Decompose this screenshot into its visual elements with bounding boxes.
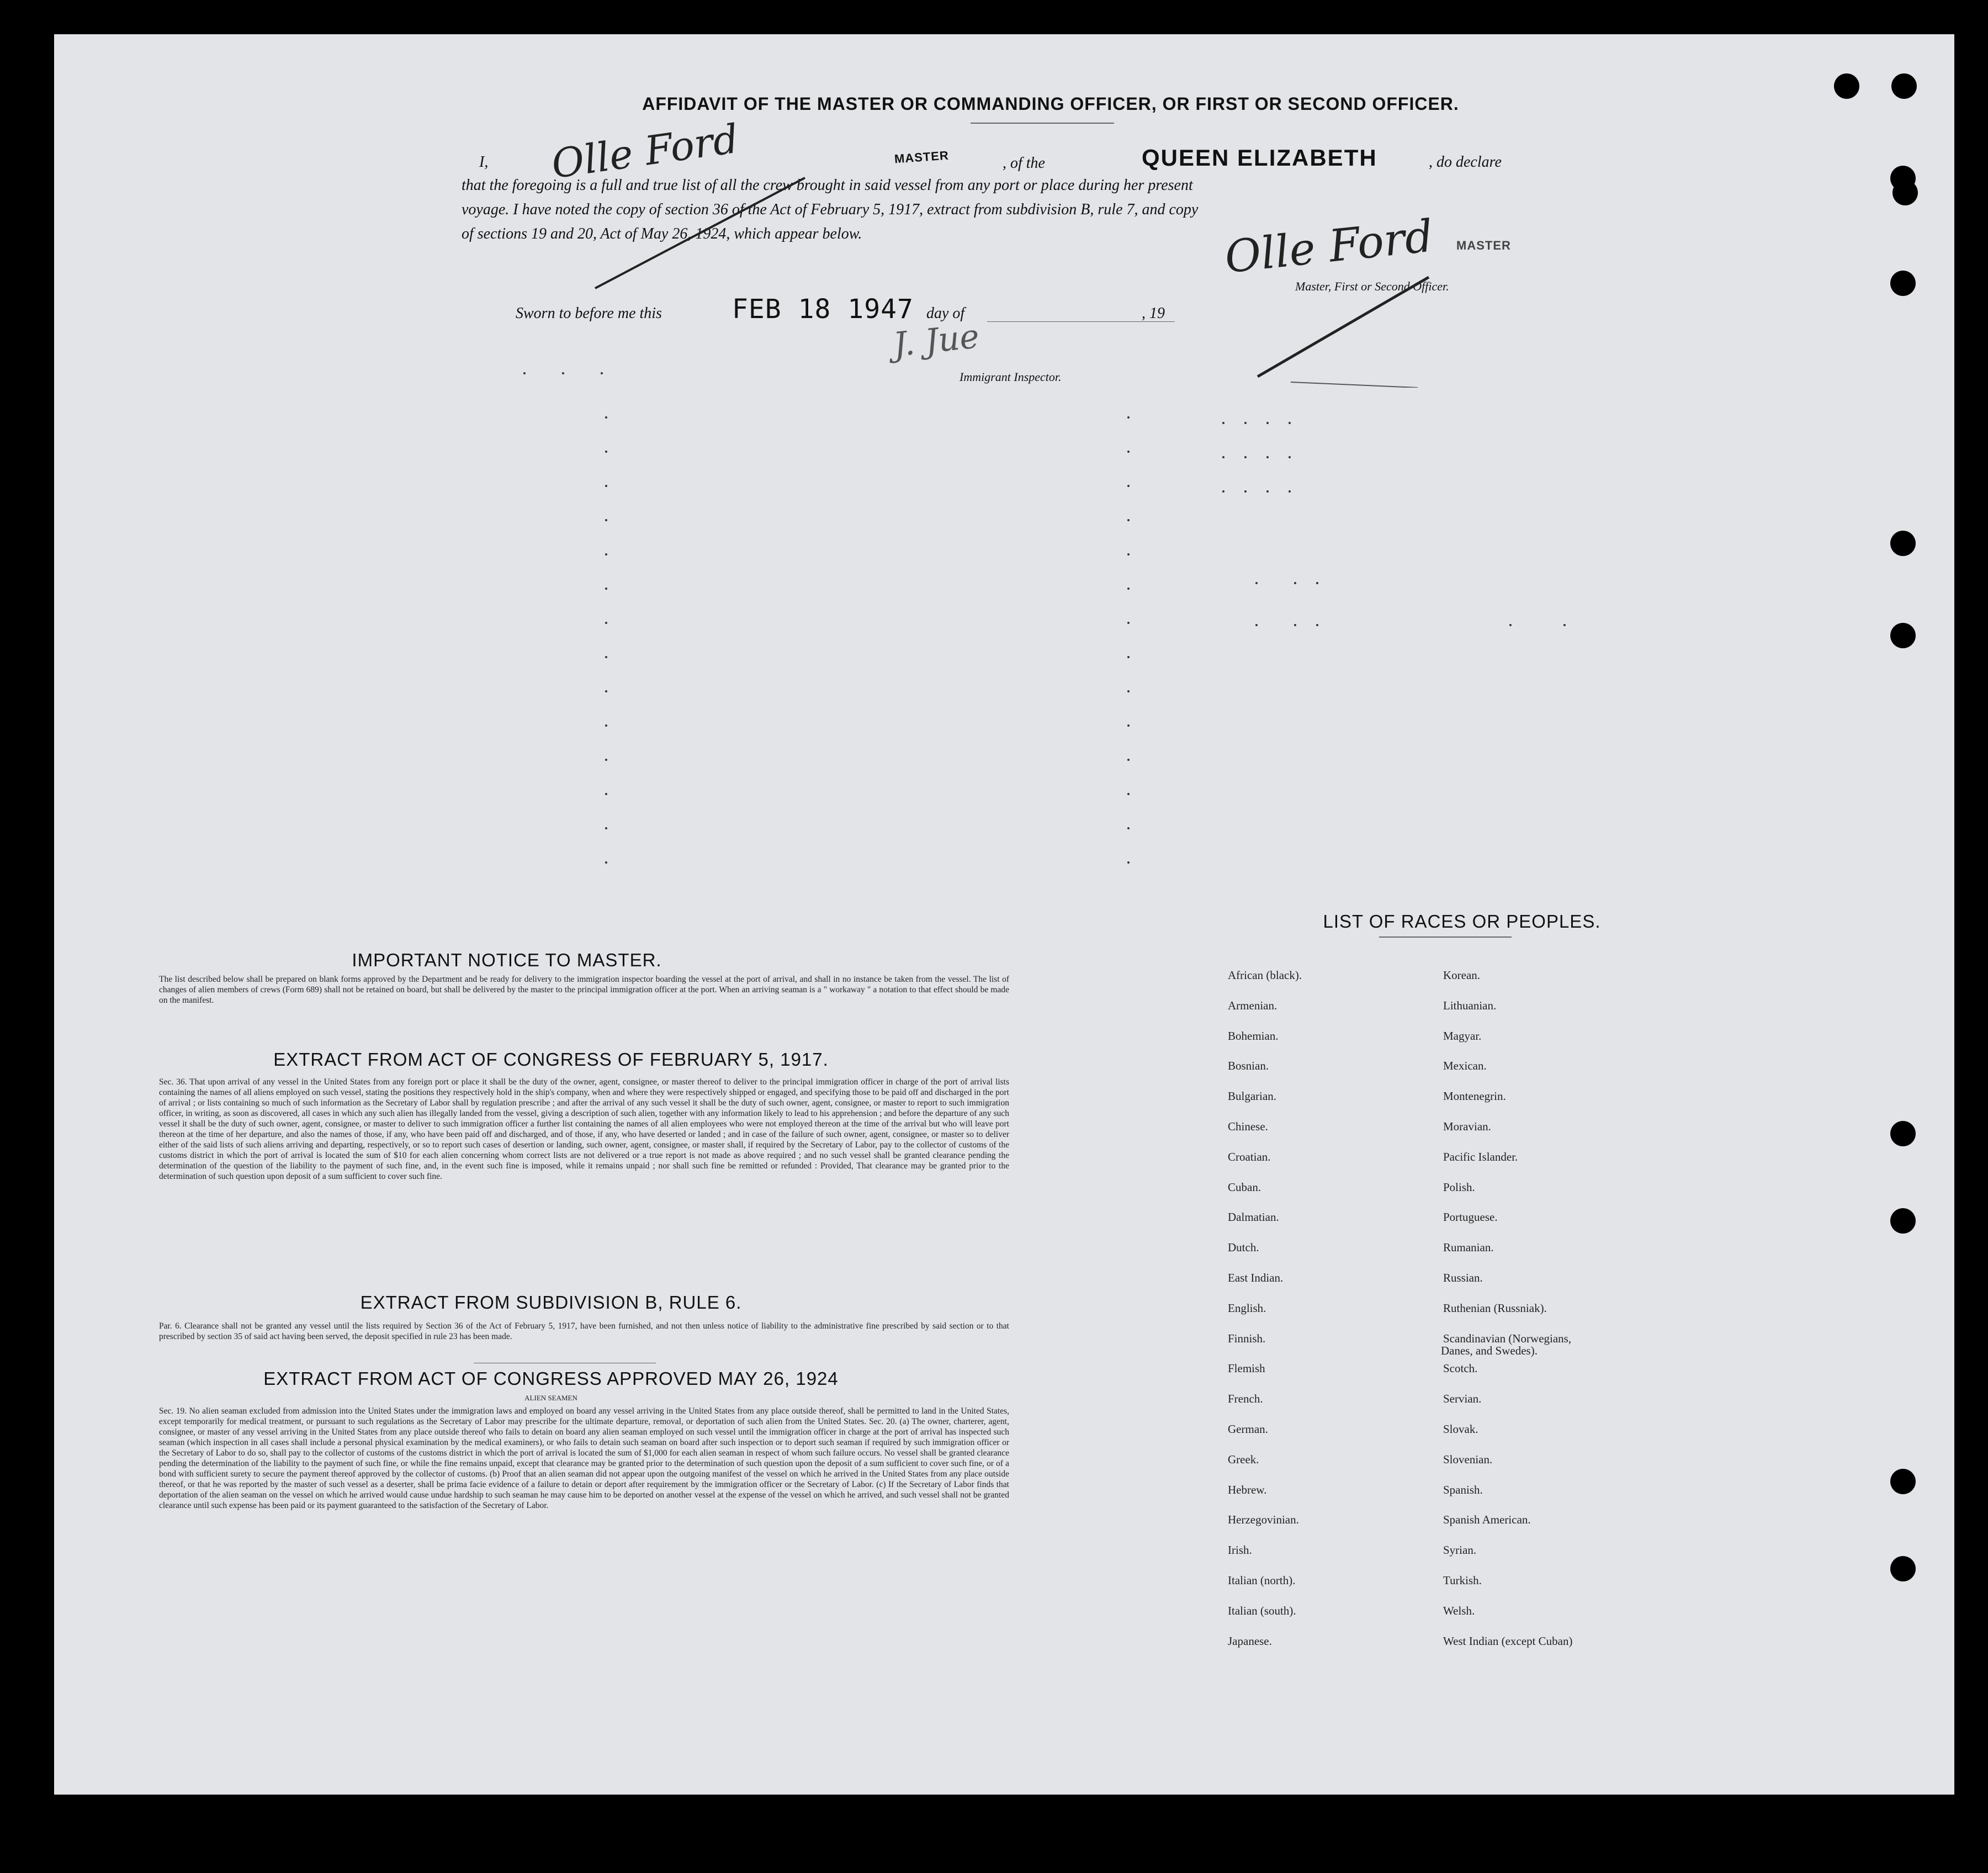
guide-dot [605,759,607,761]
guide-dot [1127,827,1130,829]
guide-dot [1244,456,1247,458]
guide-dot [1127,451,1130,453]
race-item: Dalmatian. [1228,1210,1279,1224]
guide-dot [1127,861,1130,864]
master-stamp: MASTER [894,148,950,166]
race-item: Slovenian. [1443,1452,1493,1466]
guide-dot [1255,582,1258,584]
inspector-signature: J. Jue [891,317,981,364]
extract-1924-title: EXTRACT FROM ACT OF CONGRESS APPROVED MAY 26, 1924 [263,1368,839,1389]
guide-dot [605,861,607,864]
race-item: French. [1228,1392,1263,1406]
race-item: Spanish. [1443,1483,1483,1496]
day-of-label: day of [926,305,965,322]
extract-1917-body: Sec. 36. That upon arrival of any vessel in the United States from any foreign port or place it shall be the duty of the owner, agent, consignee, or master thereof to deliver to the principal immigration officer in charge of the port of arrival lists containing the names of all aliens employed on such vessel, stating the positions they respectively hold in the ship's company, when and where they were respectively shipped or engaged, and specifying those to be paid off and discharged in the port of arrival ; or lists containing so much of such information as the Secretary of Labor shall by regulation prescribe ; and after the arrival of any such vessel it shall be the duty of such owner, agent, consignee, or master to report to such immigration officer, in writing, as soon as discovered, all cases in which any such alien has illegally landed from the vessel, giving a description of such alien, together with any information likely to lead to his apprehension ; and before the departure of any such vessel it shall be the duty of such owner, agent, consignee, or master to deliver to such immigration officer a further list containing the names of all alien employees who were not employed thereon at the time of the arrival but who will leave port thereon at the time of her departure, and also the names of those, if any, who have been paid off and discharged, and of those, if any, who have deserted or landed ; and in case of the failure of such owner, agent, consignee, or master so to deliver either of the said lists of such aliens arriving and departing, respectively, or so to report such cases of desertion or landing, such owner, agent, consignee, or master shall, if required by the Secretary of Labor, pay to the collector of customs of the customs district in which the port of arrival is located the sum of $10 for each alien concerning whom correct lists are not delivered or a true report is not made as above required ; and no such vessel shall be granted clearance pending the determination of the question of the liability to the payment of such fine, and, in the event such fine is imposed, while it remains unpaid ; nor shall such fine be remitted or refunded : Provided, That clearance may be granted prior to the determination of such question upon deposit of a sum sufficient to cover such fine. [159,1077,1009,1181]
race-item: Chinese. [1228,1120,1268,1133]
guide-dot [1244,422,1247,424]
guide-dot [1266,490,1269,493]
guide-dot [1289,456,1291,458]
race-item: Japanese. [1228,1634,1272,1648]
guide-dot [1222,490,1224,493]
race-item: Greek. [1228,1452,1259,1466]
inspector-caption: Immigrant Inspector. [959,370,1062,384]
race-item: Croatian. [1228,1150,1271,1163]
document-page [54,34,1954,1795]
race-item: Bosnian. [1228,1059,1269,1073]
master-stamp-2: MASTER [1456,239,1511,252]
race-item: English. [1228,1301,1266,1315]
guide-dot [1127,759,1130,761]
races-title-underline [1379,936,1512,938]
race-item: Mexican. [1443,1059,1487,1073]
guide-dot [1244,490,1247,493]
race-item: Bulgarian. [1228,1089,1277,1103]
guide-dot [605,827,607,829]
race-item: Flemish [1228,1362,1265,1375]
punch-hole [1890,1121,1916,1146]
race-item: Pacific Islander. [1443,1150,1518,1163]
i-label: I, [479,154,489,171]
race-continuation: Danes, and Swedes). [1441,1344,1538,1357]
race-item: Ruthenian (Russniak). [1443,1301,1547,1315]
do-declare-label: , do declare [1429,154,1502,171]
title-underline [971,123,1114,124]
guide-dot [605,622,607,624]
guide-dot [1563,624,1566,626]
guide-dot [1127,690,1130,692]
race-item: Montenegrin. [1443,1089,1506,1103]
guide-dot [1127,416,1130,419]
guide-dot [562,372,564,374]
notice-body: The list described below shall be prepared on blank forms approved by the Department and be ready for delivery to the immigration inspector boarding the vessel at the port of arrival, and shall in no instance be taken from the vessel. The list of changes of alien members of crews (Form 689) shall not be retained on board, but shall be delivered by the master to the principal immigration officer at the port. When an arriving seaman is a " workaway " a notation to that effect should be made on the manifest. [159,975,1009,1005]
guide-dot [605,690,607,692]
race-item: Herzegovinian. [1228,1513,1299,1527]
race-item: Rumanian. [1443,1241,1494,1255]
guide-dot [1316,582,1318,584]
guide-dot [1127,553,1130,555]
notice-title: IMPORTANT NOTICE TO MASTER. [352,950,662,970]
handwritten-signature-name: Olle Ford [548,115,741,188]
guide-dot [605,451,607,453]
guide-dot [1266,456,1269,458]
punch-hole [1890,271,1916,296]
race-item: Russian. [1443,1271,1483,1284]
race-item: Bohemian. [1228,1029,1279,1043]
punch-hole [1890,1208,1916,1234]
race-item: Servian. [1443,1392,1482,1406]
of-the-label: , of the [1003,155,1045,172]
extract-1924-body: Sec. 19. No alien seaman excluded from admission into the United States under the immigration laws and employed on board any vessel arriving in the United States from any place outside thereof, shall be permitted to land in the United States, except temporarily for medical treatment, or pursuant to such regulations as the Secretary of Labor may prescribe for the ultimate departure, removal, or deportation of such alien from the United States. Sec. 20. (a) The owner, charterer, agent, consignee, or master of any vessel arriving in the United States from any place outside thereof who fails to detain on board any alien seaman employed on such vessel until the immigration officer in charge at the port of arrival has inspected such seaman (which inspection in all cases shall include a personal physical examination by the medical examiners), or who fails to detain such seaman on board after such inspection or to deport such seaman if required by such immigration officer or the Secretary of Labor to do so, shall pay to the collector of customs of the customs district in which the port of arrival is located the sum of $1,000 for each alien seaman in respect of whom such failure occurs. No vessel shall be granted clearance pending the determination of the liability to the payment of such fine, or while the fine remains unpaid, except that clearance may be granted prior to the determination of such question upon the deposit of a sum sufficient to cover such fine, or of a bond with sufficient surety to secure the payment thereof approved by the collector of customs. (b) Proof that an alien seaman did not appear upon the outgoing manifest of the vessel on which he arrived in the United States from any place outside thereof, or that he was reported by the master of such vessel as a deserter, shall be prima facie evidence of a failure to detain or deport after requirement by the immigration officer or the Secretary of Labor. (c) If the Secretary of Labor finds that deportation of the alien seaman on the vessel on which he arrived would cause undue hardship to such seaman he may cause him to be deported on another vessel at the expense of the vessel on which he arrived, and such vessel shall not be granted clearance until such expense has been paid or its payment guaranteed to the satisfaction of the Secretary of Labor. [159,1406,1009,1510]
guide-dot [1316,624,1318,626]
guide-dot [1289,490,1291,493]
punch-hole [1890,623,1916,648]
guide-dot [605,656,607,658]
race-item: Polish. [1443,1180,1475,1194]
race-item: Italian (north). [1228,1574,1296,1587]
vessel-name: QUEEN ELIZABETH [1142,145,1377,171]
guide-dot [523,372,526,374]
race-item: Moravian. [1443,1120,1491,1133]
sworn-date-stamp: FEB 18 1947 [732,294,914,325]
race-item: Welsh. [1443,1604,1475,1617]
punch-hole [1891,73,1917,99]
guide-dot [1127,519,1130,521]
affidavit-line-4: of sections 19 and 20, Act of May 26, 1924, which appear below. [462,225,862,242]
race-item: Lithuanian. [1443,998,1497,1012]
race-item: Syrian. [1443,1543,1477,1557]
race-item: Italian (south). [1228,1604,1296,1617]
guide-dot [605,519,607,521]
punch-hole [1890,531,1916,556]
race-item: Slovak. [1443,1422,1478,1436]
guide-dot [1289,422,1291,424]
guide-dot [1266,422,1269,424]
guide-dot [601,372,603,374]
guide-dot [1255,624,1258,626]
punch-hole [1890,1556,1916,1581]
affidavit-title: AFFIDAVIT OF THE MASTER OR COMMANDING OFFICER, OR FIRST OR SECOND OFFICER. [642,94,1459,114]
signature-flourish [1252,244,1434,388]
guide-dot [605,724,607,727]
signer-caption: Master, First or Second Officer. [1295,279,1449,293]
race-item: Armenian. [1228,998,1277,1012]
master-signature: Olle Ford [1222,210,1436,283]
race-item: Portuguese. [1443,1210,1498,1224]
year-prefix: , 19 [1142,305,1165,322]
guide-dot [1127,793,1130,795]
guide-dot [1127,724,1130,727]
punch-hole [1834,73,1859,99]
race-item: German. [1228,1422,1268,1436]
guide-dot [1222,422,1224,424]
race-item: Magyar. [1443,1029,1482,1043]
race-item: Finnish. [1228,1331,1266,1345]
race-item: Korean. [1443,969,1481,982]
guide-dot [605,553,607,555]
guide-dot [605,588,607,590]
guide-dot [1127,588,1130,590]
affidavit-line-2: that the foregoing is a full and true list of all the crew brought in said vessel from any port or place during her present [462,177,1193,194]
race-item: Turkish. [1443,1574,1482,1587]
race-item: Irish. [1228,1543,1252,1557]
extract-1917-title: EXTRACT FROM ACT OF CONGRESS OF FEBRUARY 5, 1917. [273,1049,829,1070]
guide-dot [1294,582,1296,584]
guide-dot [1127,485,1130,487]
signature-strike [584,161,816,305]
races-title: LIST OF RACES OR PEOPLES. [1323,911,1601,932]
guide-dot [1222,456,1224,458]
race-item: West Indian (except Cuban) [1443,1634,1573,1648]
affidavit-line-3: voyage. I have noted the copy of section 36 of the Act of February 5, 1917, extract from subdivision B, rule 7, and copy [462,201,1199,218]
race-item: Scotch. [1443,1362,1478,1375]
guide-dot [1509,624,1512,626]
guide-dot [1127,622,1130,624]
sworn-label: Sworn to before me this [516,305,662,322]
guide-dot [605,793,607,795]
guide-dot [605,485,607,487]
race-item: East Indian. [1228,1271,1284,1284]
guide-dot [1294,624,1296,626]
extract-1924-subtitle: ALIEN SEAMEN [524,1394,577,1402]
extract-rule6-body: Par. 6. Clearance shall not be granted any vessel until the lists required by Section 36 of the Act of February 5, 1917, have been furnished, and not then unless notice of liability to the administrative fine prescribed by said section or to that prescribed by section 35 of said act having been served, the deposit specified in rule 23 has been made. [159,1321,1009,1341]
guide-dot [605,416,607,419]
punch-hole [1890,1469,1916,1494]
race-item: Dutch. [1228,1241,1259,1255]
race-item: Scandinavian (Norwegians, [1443,1331,1572,1345]
race-item: Hebrew. [1228,1483,1267,1496]
guide-dot [1127,656,1130,658]
race-item: African (black). [1228,969,1302,982]
race-item: Spanish American. [1443,1513,1531,1527]
punch-hole [1892,180,1918,205]
race-item: Cuban. [1228,1180,1261,1194]
extract-rule6-title: EXTRACT FROM SUBDIVISION B, RULE 6. [360,1292,742,1313]
